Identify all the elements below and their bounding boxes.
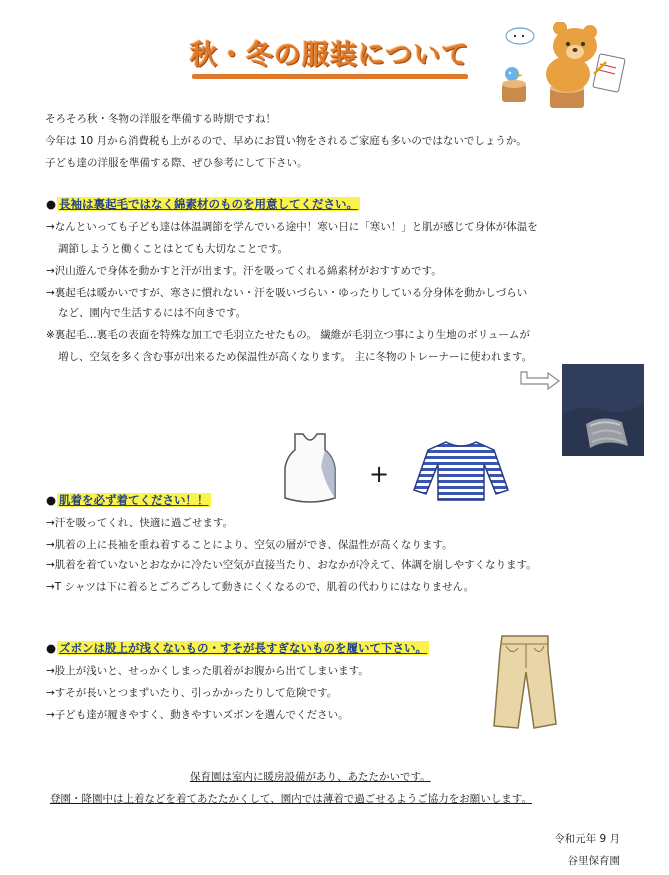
section-3-line-1: →股上が浅いと、せっかくしまった肌着がお腹から出てしまいます。 bbox=[46, 665, 369, 677]
page-title: 秋・冬の服装について bbox=[190, 40, 470, 71]
bear-drawing-illustration bbox=[498, 22, 628, 114]
plus-sign: + bbox=[369, 460, 390, 488]
intro-line-1: そろそろ秋・冬物の洋服を準備する時期ですね！ bbox=[45, 113, 276, 125]
notice-line-1: 保育園は室内に暖房設備があり、あたたかいです。 bbox=[190, 771, 431, 783]
section-3-heading-text: ズボンは股上が浅くないもの・すそが長すぎないものを履いて下さい。 bbox=[59, 641, 428, 655]
notice-line-2: 登園・降園中は上着などを着てあたたかくして、園内では薄着で過ごせるようご協力をお願いします。 bbox=[50, 793, 532, 805]
section-1-line-2: 調節しようと働くことはとても大切なことです。 bbox=[58, 243, 289, 255]
section-1-line-3: →沢山遊んで身体を動かすと汗が出ます。汗を吸ってくれる綿素材がおすすめです。 bbox=[46, 265, 442, 277]
section-3-line-3: →子ども達が履きやすく、動きやすいズボンを選んでください。 bbox=[46, 709, 349, 721]
section-3-bullet: ● bbox=[46, 641, 57, 655]
section-1-heading bbox=[46, 196, 360, 212]
intro-line-3: 子ども達の洋服を準備する際、ぜひ参考にして下さい。 bbox=[45, 157, 308, 169]
section-2-line-1: →汗を吸ってくれ、快適に過ごせます。 bbox=[46, 517, 234, 529]
section-2-heading bbox=[46, 492, 211, 508]
tank-top-icon bbox=[277, 432, 343, 506]
section-2-line-2: →肌着の上に長袖を重ね着することにより、空気の層ができ、保温性が高くなります。 bbox=[46, 539, 453, 551]
fleece-fabric-image bbox=[562, 364, 644, 456]
organization-name: 谷里保育園 bbox=[567, 855, 620, 867]
section-1-line-4: →裏起毛は暖かいですが、寒さに慣れない・汗を吸いづらい・ゆったりしている分身体を動かしづらい bbox=[46, 287, 528, 299]
section-2-bullet: ● bbox=[46, 493, 57, 507]
arrow-icon bbox=[518, 370, 562, 392]
section-1-heading-text: 長袖は裏起毛ではなく綿素材のものを用意してください。 bbox=[59, 197, 359, 211]
striped-long-sleeve-icon bbox=[412, 438, 510, 504]
intro-line-2: 今年は 10 月から消費税も上がるので、早めにお買い物をされるご家庭も多いのではないでしょうか。 bbox=[45, 135, 527, 147]
section-1-line-7: 増し、空気を多く含む事が出来るため保温性が高くなります。 主に冬物のトレーナーに使われます。 bbox=[58, 351, 533, 363]
section-2-line-4: →T シャツは下に着るとごろごろして動きにくくなるので、肌着の代わりにはなりません。 bbox=[46, 581, 475, 593]
section-3-heading bbox=[46, 640, 429, 656]
section-1-line-6: ※裏起毛…裏毛の表面を特殊な加工で毛羽立たせたもの。 繊維が毛羽立つ事により生地のボリュームが bbox=[46, 329, 530, 341]
section-1-line-5: など、園内で生活するには不向きです。 bbox=[58, 307, 247, 319]
title-underline bbox=[192, 74, 468, 79]
section-2-line-3: →肌着を着ていないとおなかに冷たい空気が直接当たり、おなかが冷えて、体調を崩しやすくなります。 bbox=[46, 559, 537, 571]
section-1-line-1: →なんといっても子ども達は体温調節を学んでいる途中！寒い日に「寒い！」と肌が感じて身体が体温を bbox=[46, 221, 538, 233]
date-text: 令和元年 9 月 bbox=[554, 833, 620, 845]
section-2-heading-text: 肌着を必ず着てください！！ bbox=[59, 493, 209, 507]
section-1-bullet: ● bbox=[46, 197, 57, 211]
section-3-line-2: →すそが長いとつまずいたり、引っかかったりして危険です。 bbox=[46, 687, 338, 699]
pants-icon bbox=[486, 632, 558, 732]
